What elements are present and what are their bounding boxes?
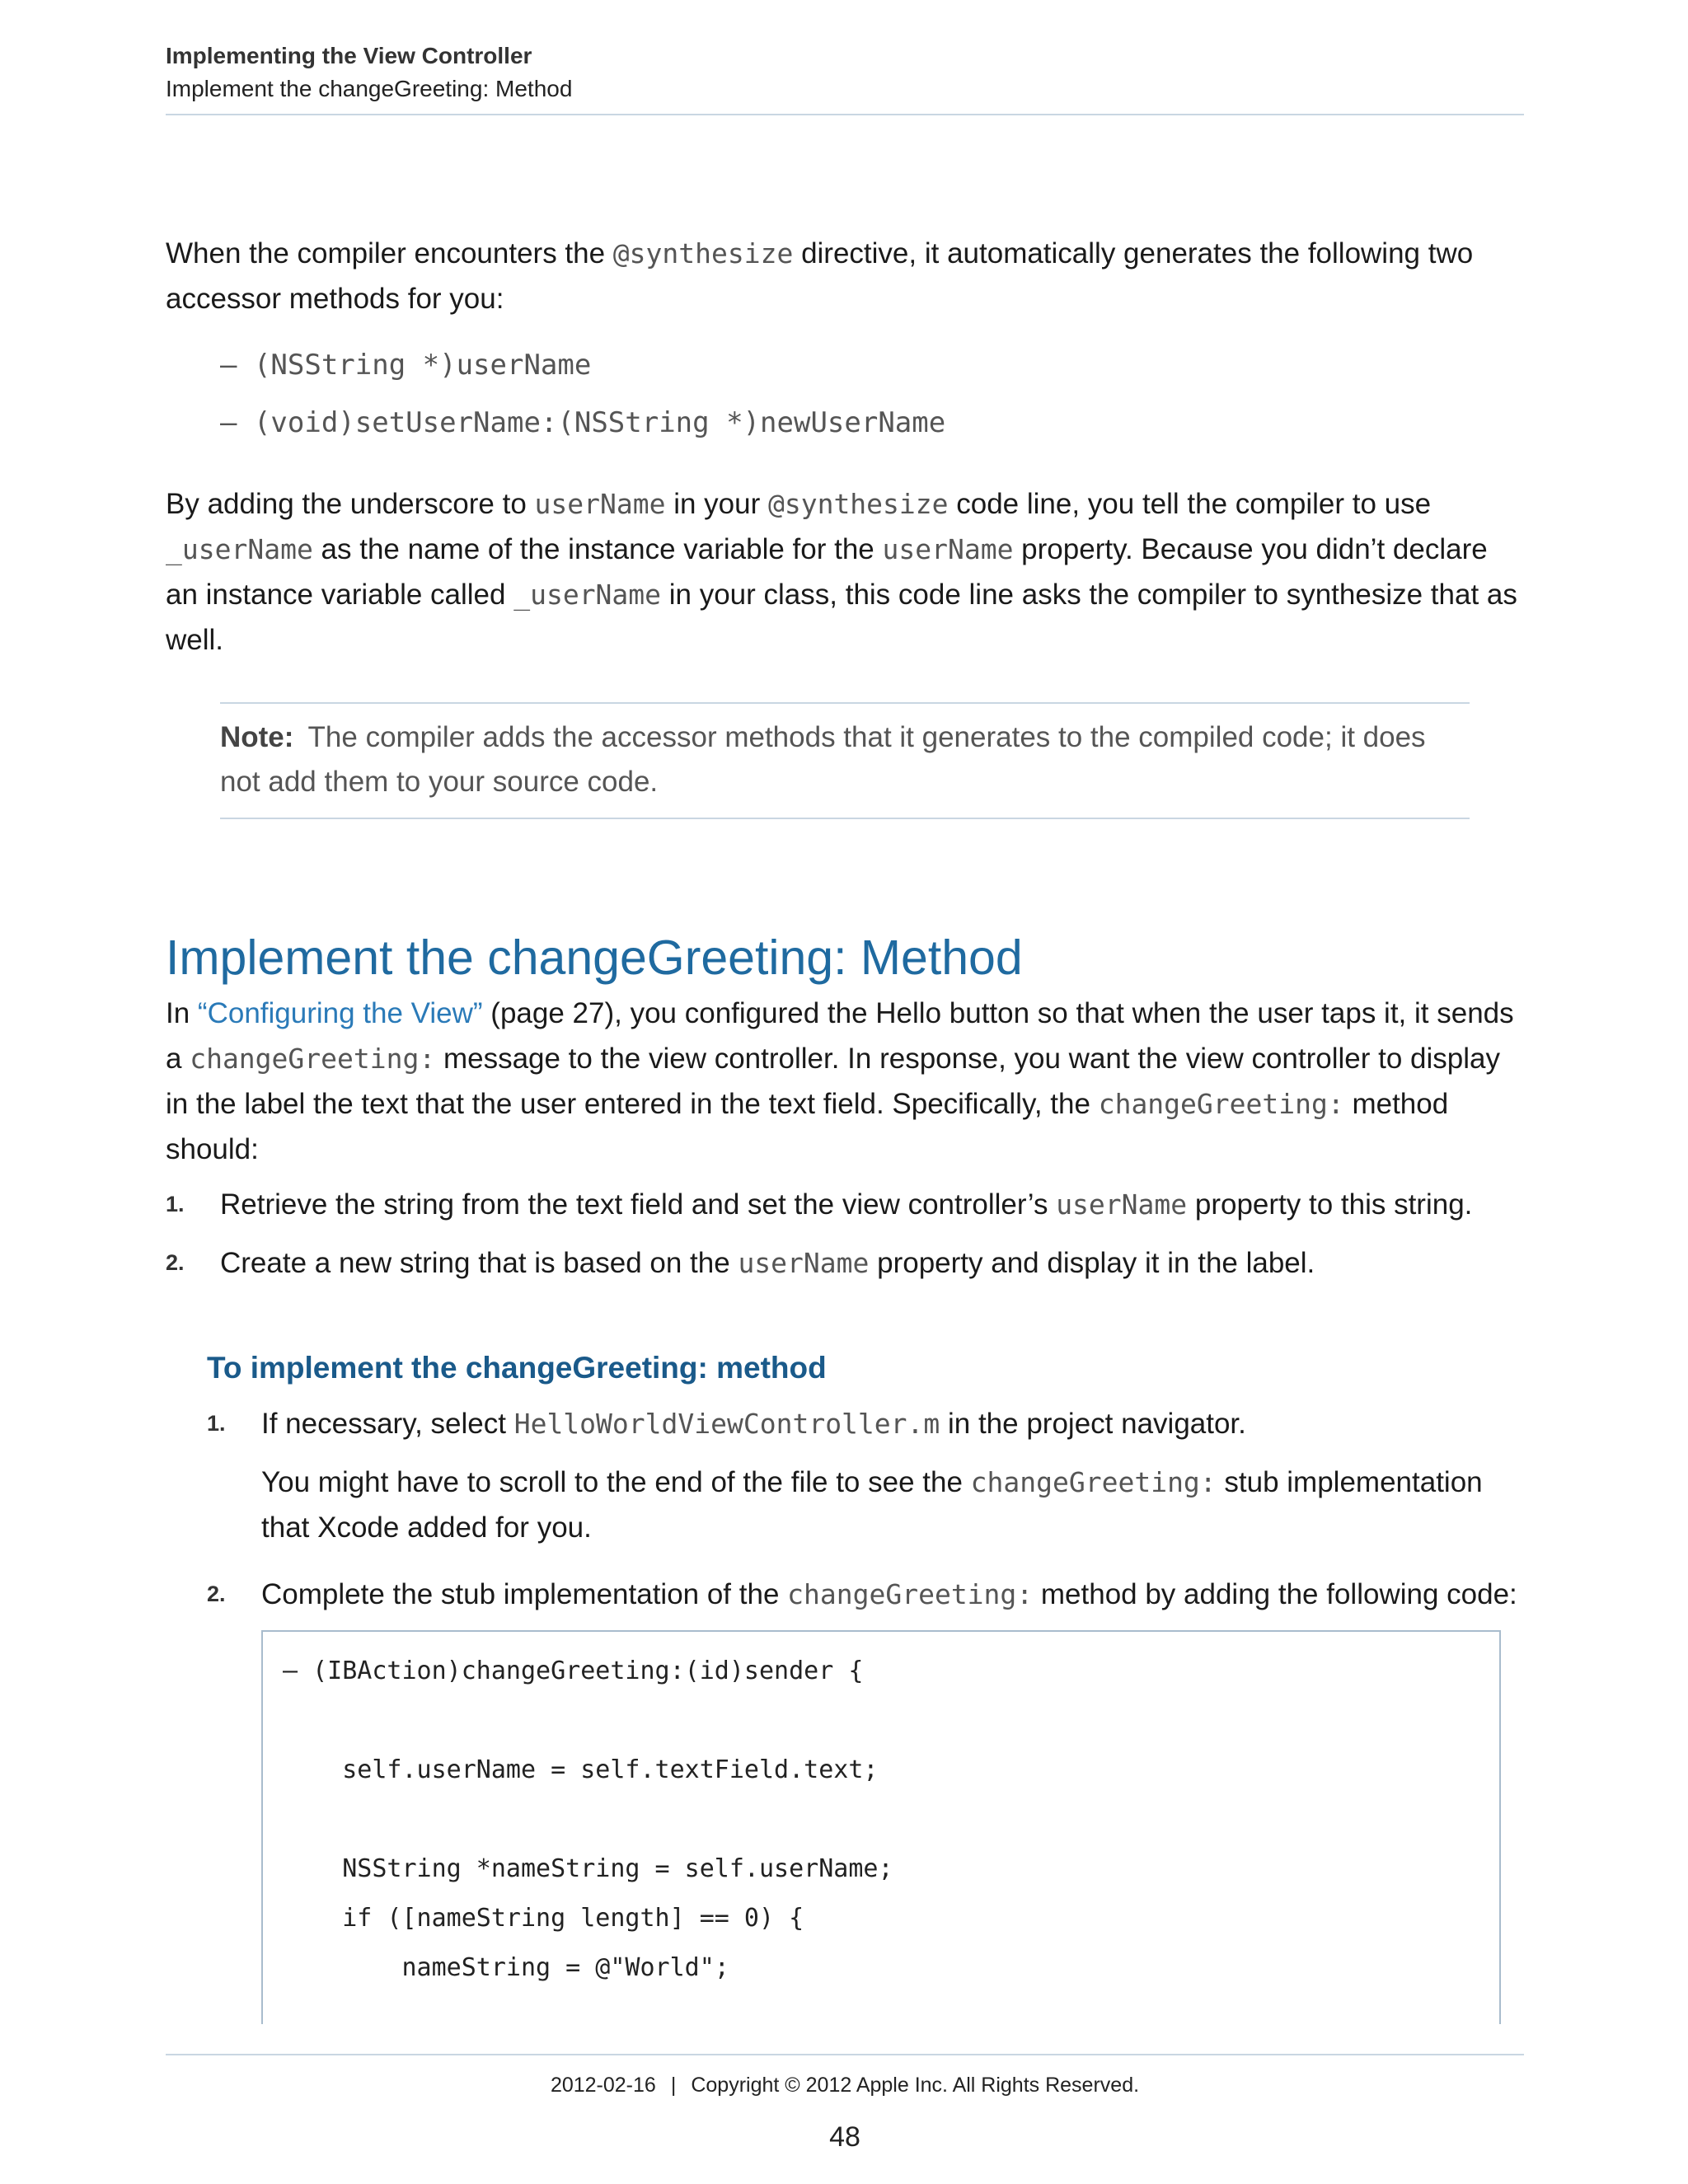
task-heading: To implement the changeGreeting: method bbox=[207, 1351, 827, 1385]
code-line bbox=[283, 1795, 1499, 1844]
list-item bbox=[166, 1240, 1524, 1286]
text-run: method by adding the following code: bbox=[1033, 1578, 1517, 1610]
step-number: 1. bbox=[166, 1192, 185, 1216]
code-line: self.userName = self.textField.text; bbox=[283, 1755, 879, 1784]
text-run: Complete the stub implementation of the bbox=[261, 1578, 788, 1610]
inline-code: userName bbox=[882, 533, 1014, 565]
inline-code: userName bbox=[534, 488, 666, 520]
getter-signature: – (NSString *)userName bbox=[220, 349, 592, 382]
code-line: if ([nameString length] == 0) { bbox=[283, 1904, 804, 1933]
step-number: 2. bbox=[207, 1582, 226, 1606]
list-item bbox=[207, 1401, 1524, 1550]
text-run: message to the view controller. In response, you want the view controller to display in the label the text that the user entered in the text field. Specifically, the bbox=[166, 1043, 1500, 1120]
setter-signature: – (void)setUserName:(NSString *)newUserName bbox=[220, 406, 946, 439]
text-run: in your bbox=[665, 488, 768, 520]
footer-date: 2012-02-16 bbox=[550, 2074, 656, 2097]
step-number: 2. bbox=[166, 1250, 185, 1275]
page-number: 48 bbox=[829, 2121, 860, 2153]
chapter-title: Implementing the View Controller bbox=[166, 43, 532, 68]
text-run: In bbox=[166, 997, 198, 1029]
text-run: property and display it in the label. bbox=[869, 1247, 1315, 1279]
text-run: method should: bbox=[166, 1088, 1449, 1165]
code-listing bbox=[261, 1630, 1501, 2024]
code-line: nameString = @"World"; bbox=[283, 1953, 729, 1982]
text-run: Retrieve the string from the text field and set the view controller’s bbox=[220, 1188, 1057, 1221]
page-footer bbox=[166, 2054, 1524, 2158]
inline-code: HelloWorldViewController.m bbox=[513, 1408, 940, 1440]
step-text bbox=[261, 1401, 1524, 1446]
footer-copyright-line bbox=[166, 2069, 1524, 2102]
footer-copyright: Copyright © 2012 Apple Inc. All Rights Reserved. bbox=[691, 2074, 1140, 2097]
inline-code: _userName bbox=[166, 533, 313, 565]
code-line bbox=[283, 1696, 1499, 1746]
inline-code: userName bbox=[1056, 1188, 1188, 1221]
text-run: Create a new string that is based on the bbox=[220, 1247, 738, 1279]
note-label: Note: bbox=[220, 721, 294, 753]
inline-code: @synthesize bbox=[612, 237, 794, 269]
section-subtitle: Implement the changeGreeting: Method bbox=[166, 76, 573, 101]
text-run: You might have to scroll to the end of the file to see the bbox=[261, 1466, 971, 1498]
underscore-paragraph bbox=[166, 481, 1524, 663]
inline-code: changeGreeting: bbox=[787, 1578, 1034, 1610]
note-box bbox=[220, 702, 1470, 819]
method-requirements-list bbox=[166, 1182, 1524, 1286]
task-section bbox=[207, 1345, 1524, 2024]
text-run: as the name of the instance variable for the bbox=[312, 533, 883, 565]
code-line: – (IBAction)changeGreeting:(id)sender { bbox=[283, 1657, 864, 1685]
list-item bbox=[166, 1182, 1524, 1227]
configuring-the-view-link[interactable]: “Configuring the View” bbox=[197, 997, 483, 1029]
text-run: directive, it automatically generates the following two accessor methods for you: bbox=[166, 237, 1474, 315]
main-content bbox=[166, 231, 1524, 2024]
inline-code: _userName bbox=[513, 579, 662, 611]
section-intro-paragraph bbox=[166, 991, 1524, 1172]
text-run: By adding the underscore to bbox=[166, 488, 535, 520]
text-run: When the compiler encounters the bbox=[166, 237, 613, 269]
text-run: code line, you tell the compiler to use bbox=[948, 488, 1432, 520]
task-steps-list bbox=[207, 1401, 1524, 1617]
intro-paragraph bbox=[166, 231, 1524, 321]
inline-code: changeGreeting: bbox=[970, 1466, 1217, 1498]
text-run: in the project navigator. bbox=[940, 1408, 1246, 1440]
list-item bbox=[207, 1572, 1524, 1617]
text-run: If necessary, select bbox=[261, 1408, 514, 1440]
note-text: The compiler adds the accessor methods that it generates to the compiled code; it does not add them to your source code. bbox=[220, 721, 1426, 798]
step-text bbox=[261, 1572, 1524, 1617]
inline-code: changeGreeting: bbox=[1098, 1088, 1344, 1120]
text-run: property to this string. bbox=[1187, 1188, 1473, 1221]
section-heading: Implement the changeGreeting: Method bbox=[166, 930, 1023, 985]
footer-separator: | bbox=[670, 2074, 677, 2097]
text-run: property. Because you didn’t declare an instance variable called bbox=[166, 533, 1488, 611]
inline-code: @synthesize bbox=[767, 488, 949, 520]
inline-code: changeGreeting: bbox=[190, 1043, 436, 1075]
text-run: stub implementation that Xcode added for you. bbox=[261, 1466, 1483, 1544]
text-run: in your class, this code line asks the compiler to synthesize that as well. bbox=[166, 579, 1517, 656]
step-number: 1. bbox=[207, 1411, 226, 1436]
running-header bbox=[166, 40, 1524, 115]
step-followup-text bbox=[261, 1460, 1524, 1550]
text-run: (page 27), you configured the Hello button so that when the user taps it, it sends a bbox=[166, 997, 1514, 1075]
accessor-signature-list bbox=[220, 336, 1524, 452]
inline-code: userName bbox=[738, 1247, 870, 1279]
code-line: NSString *nameString = self.userName; bbox=[283, 1854, 893, 1883]
